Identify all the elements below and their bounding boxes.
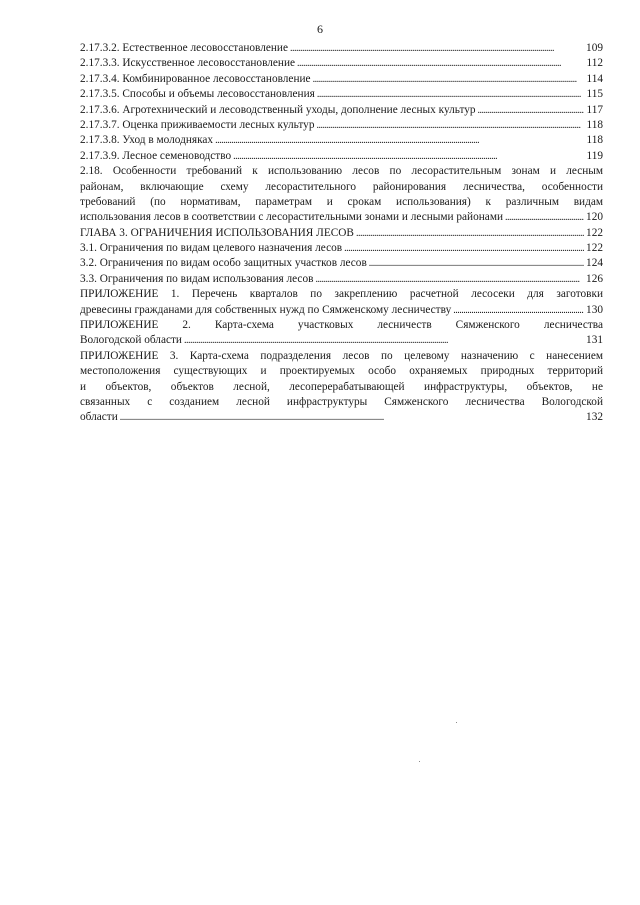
toc-entry-page: 118 [586, 134, 603, 147]
toc-entry-title: 2.17.3.3. Искусственное лесовосстановление [80, 57, 296, 70]
dot-leader [317, 87, 585, 102]
dot-leader [344, 241, 584, 256]
dot-leader [369, 256, 584, 271]
toc-entry-2-17-3-6[interactable] [80, 103, 603, 118]
toc-entry-title: 2.17.3.5. Способы и объемы лесовосстановления [80, 88, 315, 101]
dot-leader [478, 103, 585, 118]
dot-leader [316, 118, 584, 133]
toc-entry-title: 2.17.3.8. Уход в молодняках [80, 134, 214, 147]
table-of-contents [80, 41, 603, 426]
toc-entry-2-17-3-9[interactable] [80, 149, 603, 164]
toc-entry-page: 122 [586, 226, 603, 239]
dot-leader [315, 272, 584, 287]
toc-entry-line: ПРИЛОЖЕНИЕ 2. Карта-схема участковых лесничеств Сямженского лесничества [80, 319, 603, 332]
toc-entry-page: 126 [586, 272, 603, 285]
toc-entry-page: 132 [586, 411, 603, 424]
toc-entry-line: использования лесов в соответствии с лесорастительными зонами и лесными районами [80, 211, 504, 224]
toc-entry-2-17-3-3[interactable] [80, 56, 603, 71]
toc-entry-page: 112 [586, 57, 603, 70]
toc-entry-page: 130 [586, 303, 603, 316]
dot-leader [184, 333, 584, 348]
toc-entry-page: 122 [586, 242, 603, 255]
toc-entry-2-17-3-7[interactable] [80, 118, 603, 133]
toc-entry-page: 117 [586, 103, 603, 116]
dot-leader [356, 226, 584, 241]
toc-entry-line: ПРИЛОЖЕНИЕ 1. Перечень кварталов по закреплению расчетной лесосеки для заготовки [80, 288, 603, 301]
toc-entry-line: районам, включающие схему лесорастительного районирования лесничества, особенности [80, 180, 603, 193]
toc-entry-title: 2.17.3.2. Естественное лесовосстановление [80, 42, 288, 54]
toc-entry-page: 131 [586, 334, 603, 347]
toc-entry-3-1[interactable] [80, 241, 603, 256]
toc-entry-title: ГЛАВА 3. ОГРАНИЧЕНИЯ ИСПОЛЬЗОВАНИЯ ЛЕСОВ [80, 226, 354, 239]
toc-entry-line: древесины гражданами для собственных нужд по Сямженскому лесничеству [80, 303, 452, 316]
toc-entry-page: 114 [586, 72, 603, 85]
scan-speck [456, 722, 457, 723]
toc-entry-page: 124 [586, 257, 603, 270]
toc-entry-chapter-3[interactable] [80, 226, 603, 241]
toc-entry-appendix-2[interactable] [80, 318, 603, 349]
toc-entry-appendix-3[interactable] [80, 349, 603, 426]
toc-entry-line: ПРИЛОЖЕНИЕ 3. Карта-схема подразделения лесов по целевому назначению с нанесением [80, 349, 603, 362]
toc-entry-2-18[interactable] [80, 164, 603, 226]
dot-leader [297, 56, 584, 71]
toc-entry-3-3[interactable] [80, 272, 603, 287]
toc-entry-appendix-1[interactable] [80, 287, 603, 318]
toc-entry-2-17-3-5[interactable] [80, 87, 603, 102]
dot-leader [120, 410, 584, 425]
toc-entry-2-17-3-8[interactable] [80, 133, 603, 148]
dot-leader [215, 133, 584, 148]
toc-entry-title: 3.2. Ограничения по видам особо защитных участков лесов [80, 257, 367, 270]
toc-entry-line: области [80, 411, 118, 424]
dot-leader [233, 149, 584, 164]
toc-entry-page: 109 [586, 42, 603, 54]
toc-entry-title: 2.17.3.7. Оценка приживаемости лесных культур [80, 118, 315, 131]
toc-entry-line: 2.18. Особенности требований к использованию лесов по лесорастительным зонам и лесным [80, 165, 603, 178]
toc-entry-title: 2.17.3.6. Агротехнический и лесоводственный уходы, дополнение лесных культур [80, 103, 476, 116]
toc-entry-3-2[interactable] [80, 256, 603, 271]
dot-leader [505, 210, 584, 225]
toc-entry-line: связанных с созданием лесной инфраструктуры Сямженского лесничества Вологодской [80, 395, 603, 408]
toc-entry-page: 115 [586, 88, 603, 101]
toc-entry-title: 3.3. Ограничения по видам использования лесов [80, 272, 314, 285]
page-number: 6 [317, 22, 323, 36]
dot-leader [313, 72, 585, 87]
toc-entry-page: 120 [586, 211, 603, 224]
toc-entry-line: требований (по нормативам, параметрам и срокам использования) к различным видам [80, 195, 603, 208]
toc-entry-page: 118 [586, 118, 603, 131]
scan-speck [419, 761, 420, 762]
toc-entry-page: 119 [586, 149, 603, 162]
toc-entry-title: 3.1. Ограничения по видам целевого назначения лесов [80, 242, 343, 255]
toc-entry-2-17-3-4[interactable] [80, 72, 603, 87]
toc-entry-title: 2.17.3.9. Лесное семеноводство [80, 149, 232, 162]
dot-leader [290, 41, 584, 56]
toc-entry-line: и объектов, объектов лесной, лесоперерабатывающей инфраструктуры, объектов, не [80, 380, 603, 393]
toc-entry-line: Вологодской области [80, 334, 182, 347]
dot-leader [453, 303, 584, 318]
toc-entry-line: местоположения существующих и проектируемых особо охраняемых природных территорий [80, 365, 603, 378]
toc-entry-title: 2.17.3.4. Комбинированное лесовосстановление [80, 72, 311, 85]
toc-entry-2-17-3-2[interactable] [80, 41, 603, 56]
